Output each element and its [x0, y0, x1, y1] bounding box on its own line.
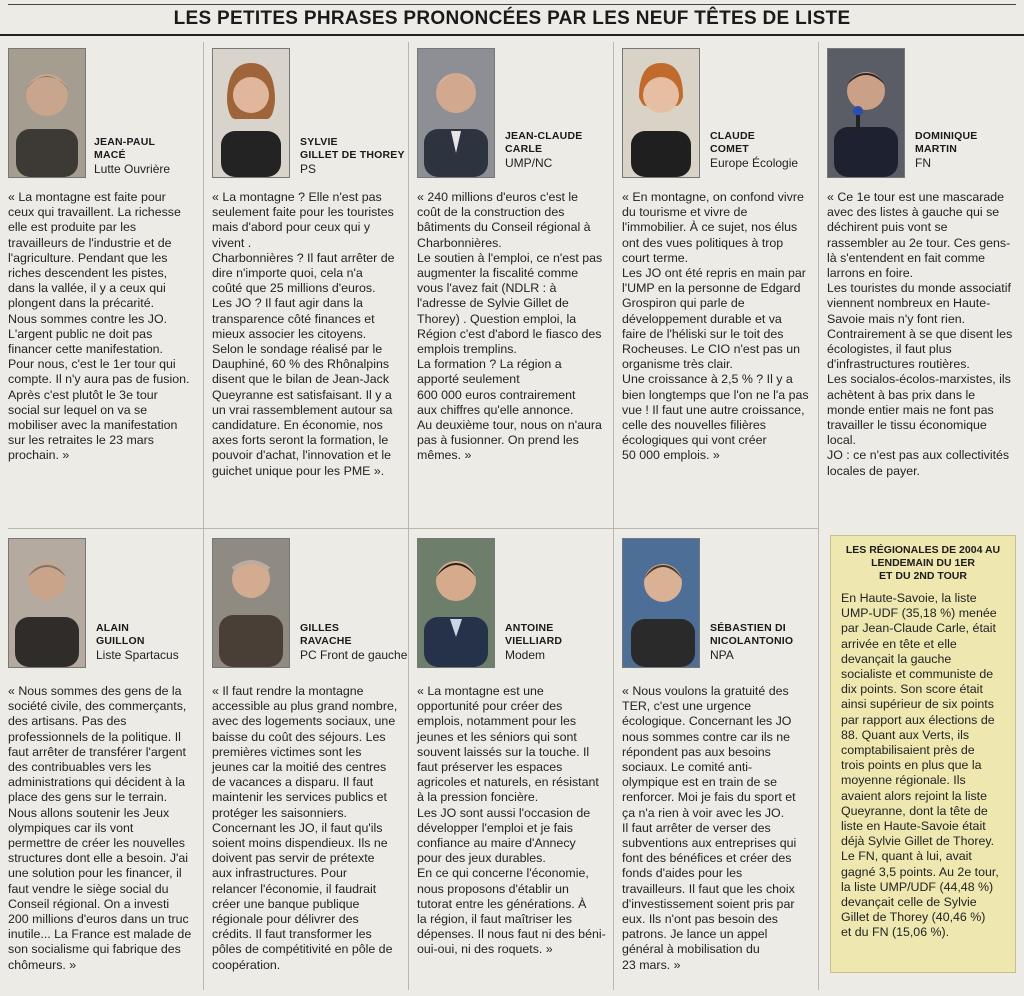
results-2004-box	[830, 535, 1016, 973]
portrait-photo	[827, 48, 905, 178]
candidate-party: NPA	[710, 648, 734, 662]
candidate-name: JEAN-CLAUDE CARLE	[505, 130, 583, 155]
portrait-photo	[212, 538, 290, 668]
candidate-name: ANTOINE VIELLIARD	[505, 622, 563, 647]
candidate-quote: « Nous sommes des gens de la société civile, des commerçants, des artisans. Pas des professionnels de la politique. Il faut arrêter de transférer l'argent des contribuables vers les administrations qui décident à la place des gens sur le terrain. Nous allons soutenir les Jeux olympiques car ils vont permettre de créer les nouvelles structures dont elle a besoin. J'ai une solution pour les financer, il faut vendre le siège social du Conseil régional. On a investi 200 millions d'euros dans un truc inutile... La France est malade de son socialisme qui fabrique des chômeurs. »	[8, 684, 192, 972]
box-title: LES RÉGIONALES DE 2004 AU LENDEMAIN DU 1ER ET DU 2ND TOUR	[845, 544, 1001, 582]
row-divider	[8, 528, 818, 529]
portrait-photo	[622, 538, 700, 668]
portrait-photo	[622, 48, 700, 178]
column-divider	[613, 42, 614, 990]
candidate-caption	[505, 622, 617, 663]
candidate-quote: « Il faut rendre la montagne accessible au plus grand nombre, avec des logements sociaux, une baisse du coût des séjours. Les premières victimes sont les jeunes car la moitié des centres de vacances a disparu. Il faut maintenir les services publics et protéger les saisonniers. Concernant les JO, il faut qu'ils soient moins dispendieux. Ils ne doivent pas servir de prétexte aux infrastructures. Pour relancer l'économie, il faudrait créer une banque publique régionale pour délivrer des crédits. Il faut transformer les pôles de compétitivité en pôle de coopération.	[212, 684, 398, 972]
candidate-name: DOMINIQUE MARTIN	[915, 130, 978, 155]
portrait-photo	[417, 538, 495, 668]
portrait-photo	[8, 48, 86, 178]
candidate-caption	[710, 622, 822, 663]
portrait-photo	[417, 48, 495, 178]
portrait-photo	[212, 48, 290, 178]
candidate-quote: « 240 millions d'euros c'est le coût de la construction des bâtiments du Conseil régional à Charbonnières. Le soutien à l'emploi, ce n'est pas augmenter la fiscalité comme vous l'avez fait (NDLR : à l'adresse de Sylvie Gillet de Thorey) . Question emploi, la Région c'est d'abord le fiasco des emplois tremplins. La formation ? La région a apporté seulement 600 000 euros contrairement aux chiffres qu'elle annonce. Au deuxième tour, nous on n'aura pas à fusionner. On prend les mêmes. »	[417, 190, 603, 463]
box-body: En Haute-Savoie, la liste UMP-UDF (35,18 %) menée par Jean-Claude Carle, était arrivée en tête et elle devançait la gauche socialiste et communiste de dix points. Son score était ainsi supérieur de six points par rapport aux élections de 88. Quant aux Verts, ils comptabilisaient près de trois points en plus que la moyenne régionale. Ils avaient alors rejoint la liste Queyranne, dont la tête de liste en Haute-Savoie était déjà Sylvie Gillet de Thorey. Le FN, quant à lui, avait gagné 3,5 points. Au 2e tour, la liste UMP/UDF (44,48 %) devançait celle de Sylvie Gillet de Thorey (40,46 %) et du FN (15,06 %).	[841, 591, 999, 940]
candidate-party: Modem	[505, 648, 546, 662]
candidate-name: GILLES RAVACHE	[300, 622, 352, 647]
candidate-quote: « La montagne est faite pour ceux qui travaillent. La richesse elle est produite par les travailleurs de l'industrie et de l'agriculture. Pendant que les riches descendent les pistes, dans la vallée, il y a ceux qui plongent dans la précarité. Nous sommes contre les JO. L'argent public ne doit pas financer cette manifestation. Pour nous, c'est le 1er tour qui compte. Il n'y aura pas de fusion. Après c'est plutôt le 3e tour social sur lequel on va se mobiliser avec la manifestation sur les retraites le 23 mars prochain. »	[8, 190, 190, 463]
candidate-quote: « En montagne, on confond vivre du tourisme et vivre de l'immobilier. À ce sujet, nos élus ont des vues politiques à trop court terme. Les JO ont été repris en main par l'UMP en la personne de Edgard Grospiron qui parle de développement durable et va faire de l'héliski sur le toit des Rocheuses. Le CIO n'est pas un organisme très clair. Une croissance à 2,5 % ? Il y a bien longtemps que l'on ne l'a pas vue ! Il faut une autre croissance, celle des nouvelles filières écologiques qui vont créer 50 000 emplois. »	[622, 190, 809, 463]
candidate-caption	[300, 622, 412, 663]
candidate-party: PS	[300, 162, 317, 176]
candidate-party: PC Front de gauche	[300, 648, 408, 662]
portrait-photo	[8, 538, 86, 668]
column-divider	[818, 42, 819, 990]
headline-rule	[8, 4, 1016, 5]
candidate-name: CLAUDE COMET	[710, 130, 755, 155]
candidate-party: FN	[915, 156, 931, 170]
candidate-quote: « Ce 1e tour est une mascarade avec des listes à gauche qui se déchirent puis vont se rassembler au 2e tour. Ces gens- là s'entendent en fait comme larrons en foire. Les touristes du monde associatif viennent nombreux en Haute- Savoie mais n'y font rien. Contrairement à se que disent les écologistes, il faut plus d'infrastructures routières. Les socialos-écolos-marxistes, ils achètent à bas prix dans le monde entier mais ne font pas travailler le tissu économique local. JO : ce n'est pas aux collectivités locales de payer.	[827, 190, 1013, 478]
candidate-caption	[505, 130, 617, 171]
candidate-party: Liste Spartacus	[96, 648, 179, 662]
candidate-name: JEAN-PAUL MACÉ	[94, 136, 156, 161]
candidate-party: UMP/NC	[505, 156, 553, 170]
candidate-name: ALAIN GUILLON	[96, 622, 145, 647]
candidate-caption	[96, 622, 208, 663]
page-title: LES PETITES PHRASES PRONONCÉES PAR LES NEUF TÊTES DE LISTE	[173, 8, 851, 29]
candidate-quote: « Nous voulons la gratuité des TER, c'est une urgence écologique. Concernant les JO nous sommes contre car ils ne répondent pas aux besoins sociaux. Le comité anti- olympique est en train de se renforcer. Moi je fais du sport et ça n'a rien à voir avec les JO. Il faut arrêter de verser des subventions aux entreprises qui font des bénéfices et créer des fonds d'aides pour les travailleurs. Il faut que les choix d'investissement soient pris par eux. Ils n'ont pas besoin des patrons. Je lance un appel général à mobilisation du 23 mars. »	[622, 684, 797, 972]
column-divider	[408, 42, 409, 990]
candidate-quote: « La montagne est une opportunité pour créer des emplois, notamment pour les jeunes et les séniors qui sont souvent laissés sur la touche. Il faut préserver les espaces agricoles et naturels, en résistant à la pression foncière. Les JO sont aussi l'occasion de développer l'emploi et je fais confiance au maire d'Annecy pour des jeux durables. En ce qui concerne l'économie, nous proposons d'établir un tutorat entre les générations. À la région, il faut maîtriser les dépenses. Il nous faut ni des béni- oui-oui, ni des roquets. »	[417, 684, 606, 957]
candidate-quote: « La montagne ? Elle n'est pas seulement faite pour les touristes mais d'abord pour ceux qui y vivent . Charbonnières ? Il faut arrêter de dire n'importe quoi, cela n'a coûté que 25 millions d'euros. Les JO ? Il faut agir dans la transparence côté finances et mieux associer les citoyens. Selon le sondage réalisé par le Dauphiné, 60 % des Rhônalpins disent que le bilan de Jean-Jack Queyranne est satisfaisant. Il y a un vrai rassemblement autour sa candidature. En économie, nos axes forts seront la formation, le pouvoir d'achat, l'innovation et le guichet unique pour les PME ».	[212, 190, 395, 478]
candidate-party: Europe Écologie	[710, 156, 799, 170]
candidate-party: Lutte Ouvrière	[94, 162, 171, 176]
candidate-caption	[915, 130, 1024, 171]
headline-bar	[0, 0, 1024, 36]
candidate-caption	[94, 136, 206, 177]
candidate-name: SYLVIE GILLET DE THOREY	[300, 136, 405, 161]
candidate-caption	[710, 130, 822, 171]
candidate-caption	[300, 136, 412, 177]
candidate-name: SÉBASTIEN DI NICOLANTONIO	[710, 622, 794, 647]
